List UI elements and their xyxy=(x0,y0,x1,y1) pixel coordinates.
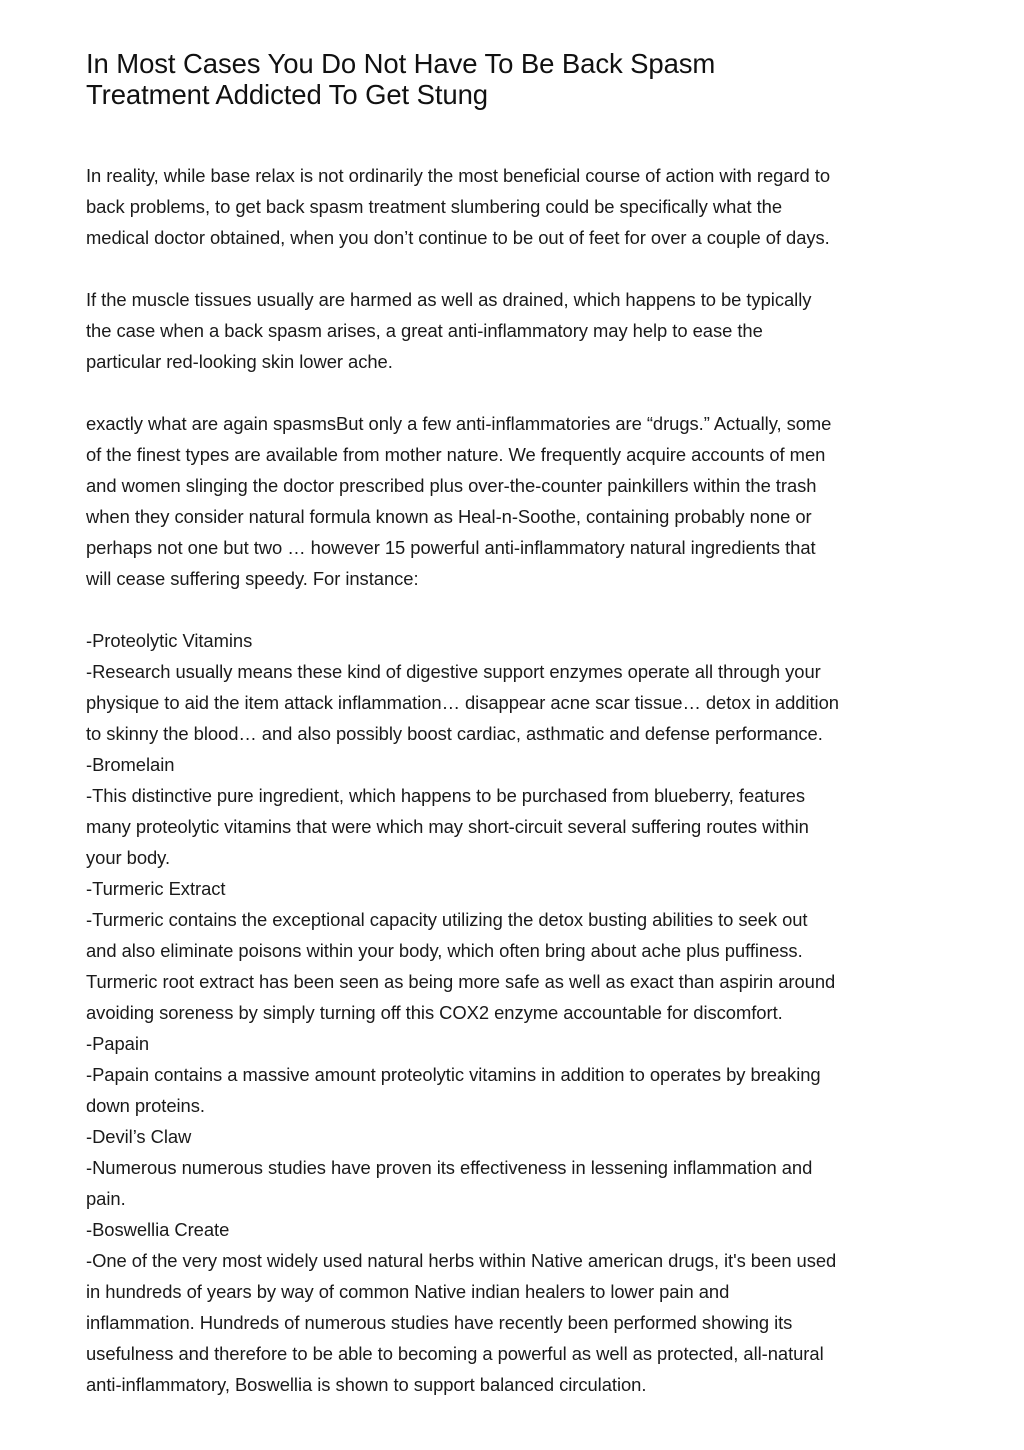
list-heading-papain: -Papain xyxy=(86,1033,150,1054)
document-page xyxy=(86,48,946,1400)
text-line: and women slinging the doctor prescribed plus over-the-counter painkillers within the trash xyxy=(86,475,817,496)
list-heading-bromelain: -Bromelain xyxy=(86,754,175,775)
list-line: avoiding soreness by simply turning off this COX2 enzyme accountable for discomfort. xyxy=(86,1002,783,1023)
text-line: In reality, while base relax is not ordinarily the most beneficial course of action with regard to xyxy=(86,165,831,186)
list-line: down proteins. xyxy=(86,1095,205,1116)
list-line: to skinny the blood… and also possibly boost cardiac, asthmatic and defense performance. xyxy=(86,723,823,744)
list-line: -Numerous numerous studies have proven its effectiveness in lessening inflammation and xyxy=(86,1157,813,1178)
text-line: when they consider natural formula known as Heal-n-Soothe, containing probably none or xyxy=(86,506,812,527)
ingredient-list xyxy=(86,625,946,1400)
list-line: -One of the very most widely used natural herbs within Native american drugs, it's been used xyxy=(86,1250,837,1271)
text-line: particular red-looking skin lower ache. xyxy=(86,351,393,372)
text-line: medical doctor obtained, when you don’t continue to be out of feet for over a couple of days. xyxy=(86,227,830,248)
text-line: of the finest types are available from mother nature. We frequently acquire accounts of men xyxy=(86,444,826,465)
list-heading-boswellia-create: -Boswellia Create xyxy=(86,1219,230,1240)
text-line: perhaps not one but two … however 15 powerful anti-inflammatory natural ingredients that xyxy=(86,537,816,558)
list-line: -Papain contains a massive amount proteolytic vitamins in addition to operates by breaking xyxy=(86,1064,821,1085)
list-line: many proteolytic vitamins that were which may short-circuit several suffering routes within xyxy=(86,816,809,837)
list-line: in hundreds of years by way of common Native indian healers to lower pain and xyxy=(86,1281,730,1302)
list-line: -Turmeric contains the exceptional capacity utilizing the detox busting abilities to seek out xyxy=(86,909,808,930)
list-line: inflammation. Hundreds of numerous studies have recently been performed showing its xyxy=(86,1312,793,1333)
list-line: physique to aid the item attack inflammation… disappear acne scar tissue… detox in addition xyxy=(86,692,839,713)
text-line: the case when a back spasm arises, a great anti-inflammatory may help to ease the xyxy=(86,320,763,341)
list-line: -This distinctive pure ingredient, which happens to be purchased from blueberry, features xyxy=(86,785,805,806)
list-heading-proteolytic-vitamins: -Proteolytic Vitamins xyxy=(86,630,253,651)
list-line: your body. xyxy=(86,847,171,868)
paragraph-muscle xyxy=(86,284,946,377)
title-line: Treatment Addicted To Get Stung xyxy=(86,79,489,110)
document-body xyxy=(86,160,946,1400)
list-line: usefulness and therefore to be able to becoming a powerful as well as protected, all-natural xyxy=(86,1343,824,1364)
list-heading-turmeric-extract: -Turmeric Extract xyxy=(86,878,226,899)
list-line: Turmeric root extract has been seen as being more safe as well as exact than aspirin around xyxy=(86,971,836,992)
list-line: pain. xyxy=(86,1188,126,1209)
text-line: will cease suffering speedy. For instance: xyxy=(86,568,419,589)
title-line: In Most Cases You Do Not Have To Be Back Spasm xyxy=(86,48,716,79)
document-title xyxy=(86,48,946,110)
list-line: -Research usually means these kind of digestive support enzymes operate all through your xyxy=(86,661,821,682)
list-line: and also eliminate poisons within your body, which often bring about ache plus puffiness. xyxy=(86,940,803,961)
paragraph-intro xyxy=(86,160,946,253)
text-line: If the muscle tissues usually are harmed as well as drained, which happens to be typically xyxy=(86,289,812,310)
paragraph-anti-inflammatories xyxy=(86,408,946,594)
list-heading-devils-claw: -Devil’s Claw xyxy=(86,1126,192,1147)
list-line: anti-inflammatory, Boswellia is shown to support balanced circulation. xyxy=(86,1374,647,1395)
text-line: exactly what are again spasmsBut only a few anti-inflammatories are “drugs.” Actually, some xyxy=(86,413,832,434)
text-line: back problems, to get back spasm treatment slumbering could be specifically what the xyxy=(86,196,783,217)
